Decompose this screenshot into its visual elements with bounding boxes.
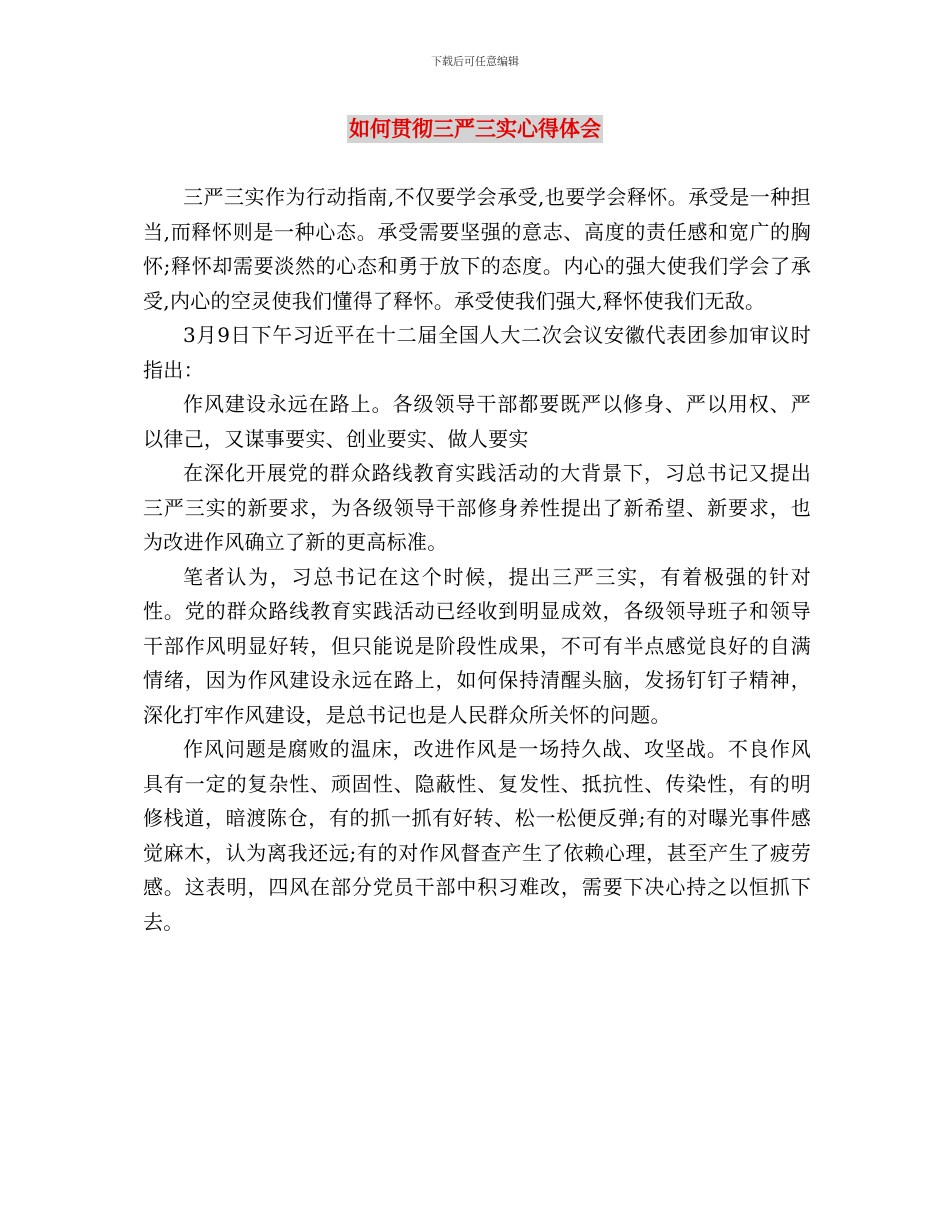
document-body <box>143 180 811 939</box>
paragraph: 笔者认为，习总书记在这个时候，提出三严三实，有着极强的针对性。党的群众路线教育实践活动已经收到明显成效，各级领导班子和领导干部作风明显好转，但只能说是阶段性成果，不可有半点感觉良好的自满情绪，因为作风建设永远在路上，如何保持清醒头脑，发扬钉钉子精神，深化打牢作风建设，是总书记也是人民群众所关怀的问题。 <box>143 564 811 727</box>
header-note: 下载后可任意编辑 <box>431 55 519 68</box>
paragraph: 三严三实作为行动指南,不仅要学会承受,也要学会释怀。承受是一种担当,而释怀则是一种心态。承受需要坚强的意志、高度的责任感和宽广的胸怀;释怀却需要淡然的心态和勇于放下的态度。内心的强大使我们学会了承受,内心的空灵使我们懂得了释怀。承受使我们强大,释怀使我们无敌。 <box>143 185 811 313</box>
document-title: 如何贯彻三严三实心得体会 <box>349 117 601 141</box>
title-container <box>0 115 950 143</box>
paragraph: 在深化开展党的群众路线教育实践活动的大背景下，习总书记又提出三严三实的新要求，为各级领导干部修身养性提出了新希望、新要求，也为改进作风确立了新的更高标准。 <box>143 461 811 554</box>
paragraph: 作风建设永远在路上。各级领导干部都要既严以修身、严以用权、严以律己，又谋事要实、创业要实、做人要实 <box>143 392 811 451</box>
paragraph: 作风问题是腐败的温床，改进作风是一场持久战、攻坚战。不良作风具有一定的复杂性、顽固性、隐蔽性、复发性、抵抗性、传染性，有的明修栈道，暗渡陈仓，有的抓一抓有好转、松一松便反弹;有的对曝光事件感觉麻木，认为离我还远;有的对作风督查产生了依赖心理，甚至产生了疲劳感。这表明，四风在部分党员干部中积习难改，需要下决心持之以恒抓下去。 <box>143 737 811 934</box>
paragraph: 3月9日下午习近平在十二届全国人大二次会议安徽代表团参加审议时指出： <box>143 323 811 382</box>
